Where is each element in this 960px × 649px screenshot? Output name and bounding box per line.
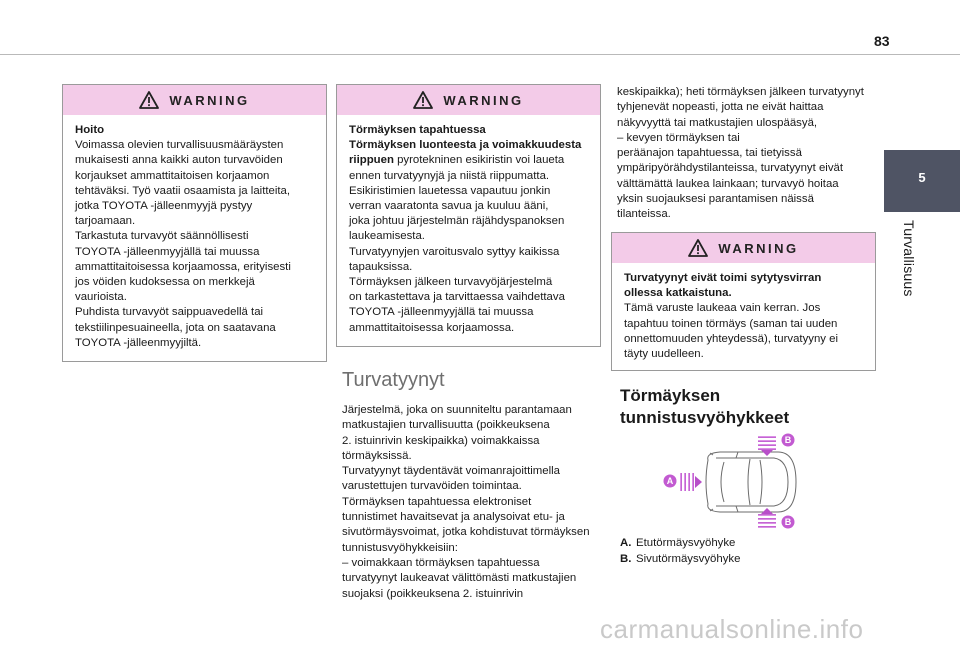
warning-line: laukeamisesta.	[349, 230, 425, 243]
legend-text: Etutörmäysvyöhyke	[636, 537, 736, 549]
warning-line: onnettomuuden yhteydessä), turvatyyny ei	[624, 332, 839, 345]
warning-title: WARNING	[169, 92, 250, 108]
warning-line: tehtäväksi. Työ vaatii osaamista ja laitteita,	[75, 184, 291, 197]
warning-heading: ollessa katkaistuna.	[624, 287, 732, 300]
warning-body	[337, 115, 600, 344]
warning-box-collision	[336, 84, 601, 347]
body-line: tilanteissa.	[617, 208, 671, 221]
zone-a-marker	[664, 473, 703, 491]
warning-line: tekstiilinpesuaineella, jota on saatavana	[75, 321, 276, 334]
warning-line: Voimassa olevien turvallisuusmääräysten	[75, 139, 284, 152]
collision-zones-diagram	[650, 432, 810, 532]
body-line: välttämättä laukea lainkaan; turvavyö hoitaa	[617, 177, 839, 190]
warning-header	[63, 85, 326, 115]
warning-title: WARNING	[718, 240, 799, 256]
warning-line: verran vaaratonta savua ja kuuluu ääni,	[349, 200, 549, 213]
warning-line: tarjoamaan.	[75, 215, 136, 228]
body-line: peräänajon tapahtuessa, tai tietyissä	[617, 147, 802, 160]
warning-box-maintenance	[62, 84, 327, 362]
body-line: matkustajien turvallisuutta (poikkeuksena	[342, 419, 550, 432]
page-number: 83	[874, 33, 890, 49]
body-line: Törmäyksen tapahtuessa elektroniset	[342, 495, 532, 508]
svg-text:B: B	[784, 517, 792, 528]
body-line: sivutörmäysvoimat, jotka kohdistuvat törmäyksen	[342, 526, 590, 539]
warning-header	[337, 85, 600, 115]
body-line: Turvatyynyt täydentävät voimanrajoittimella	[342, 465, 560, 478]
body-line: turvatyynyt laukeavat välittömästi matkustajien	[342, 572, 577, 585]
body-line: ympäripyörähdystilanteissa, turvatyynyt eivät	[617, 162, 844, 175]
legend-item	[620, 536, 740, 552]
warning-header	[612, 233, 875, 263]
body-line: tunnistusvyöhykkeisiin:	[342, 541, 458, 554]
warning-line: jos vöiden kudoksessa on merkkejä	[75, 276, 255, 289]
warning-line: joka johtuu järjestelmän räjähdyspanoksen	[349, 215, 565, 228]
top-rule	[0, 54, 960, 55]
warning-line: TOYOTA -jälleenmyyjällä tai muussa	[75, 245, 260, 258]
warning-line: TOYOTA -jälleenmyyjällä tai muussa	[349, 306, 534, 319]
warning-line: Törmäyksen jälkeen turvavyöjärjestelmä	[349, 276, 553, 289]
warning-line: Esikiristimien lauetessa vapautuu jonkin	[349, 184, 551, 197]
legend-key: A.	[620, 537, 632, 549]
warning-heading: Turvatyynyt eivät toimi sytytysvirran	[624, 272, 822, 284]
warning-line: tapahtuu toinen törmäys (saman tai uuden	[624, 317, 838, 330]
zones-legend	[620, 536, 740, 567]
warning-line: riippuen pyrotekninen esikiristin voi laueta	[349, 154, 565, 167]
body-line: – kevyen törmäyksen tai	[617, 131, 740, 144]
warning-line: jotka TOYOTA -jälleenmyyjä pystyy	[75, 200, 253, 213]
body-line: yksin suojauksesi parantamisen näissä	[617, 193, 814, 206]
body-line: 2. istuinrivin keskipaikka) voimakkaissa	[342, 434, 540, 447]
warning-line: tapauksissa.	[349, 260, 413, 273]
warning-line: on tarkastettava ja tarvittaessa vaihdettava	[349, 291, 565, 304]
warning-line: Tarkastuta turvavyöt säännöllisesti	[75, 230, 249, 243]
airbags-text	[342, 403, 612, 602]
body-line: varustettujen turvavöiden toimintaa.	[342, 480, 522, 493]
watermark: carmanualsonline.info	[600, 614, 864, 644]
warning-triangle-icon	[688, 239, 708, 257]
warning-line: korjaukset ammattitaitoisen korjaamon	[75, 169, 270, 182]
body-line: tunnistimet havaitsevat ja analysoivat etu- ja	[342, 511, 565, 524]
body-line: tyhjenevät nopeasti, jotta ne eivät haittaa	[617, 101, 824, 114]
body-line: Järjestelmä, joka on suunniteltu parantamaan	[342, 404, 572, 416]
warning-line: TOYOTA -jälleenmyyjiltä.	[75, 336, 202, 349]
svg-text:A: A	[666, 476, 674, 487]
body-line: näkyvyyttä tai matkustajien ulospääsyä,	[617, 116, 818, 129]
body-line: suojaksi (poikkeuksena 2. istuinrivin	[342, 587, 524, 600]
warning-triangle-icon	[413, 91, 433, 109]
svg-text:B: B	[784, 435, 792, 446]
warning-line: vaurioista.	[75, 291, 127, 304]
body-line: törmäyksissä.	[342, 449, 412, 462]
warning-line: ammattitaitoisessa korjaamossa, erityisesti	[75, 260, 291, 273]
warning-line: täyty uudelleen.	[624, 348, 704, 361]
legend-text: Sivutörmäysvyöhyke	[636, 552, 741, 565]
warning-line: Tämä varuste laukeaa vain kerran. Jos	[624, 302, 821, 315]
warning-heading: Törmäyksen luonteesta ja voimakkuudesta	[349, 139, 582, 152]
warning-body	[63, 115, 326, 359]
body-line: keskipaikka); heti törmäyksen jälkeen turvatyynyt	[617, 86, 864, 98]
section-title-airbags: Turvatyynyt	[342, 369, 445, 391]
legend-key: B.	[620, 552, 632, 565]
warning-line: Turvatyynyjen varoitusvalo syttyy kaikissa	[349, 245, 560, 258]
warning-line: Hoito	[75, 124, 105, 136]
warning-line: mukaisesti anna kaikki auton turvavöiden	[75, 154, 283, 167]
warning-line: ennen turvatyynyjä ja niistä riippumatta.	[349, 169, 550, 182]
body-line: – voimakkaan törmäyksen tapahtuessa	[342, 556, 540, 569]
car-top-view	[706, 452, 796, 512]
warning-box-ignition	[611, 232, 876, 371]
warning-body	[612, 263, 875, 370]
detection-title: Törmäyksen tunnistusvyöhykkeet	[620, 386, 790, 427]
warning-line: ammattitaitoisessa korjaamossa.	[349, 321, 515, 334]
warning-title: WARNING	[443, 92, 524, 108]
chapter-tab[interactable]	[884, 150, 960, 212]
warning-triangle-icon	[139, 91, 159, 109]
chapter-title: Turvallisuus	[901, 220, 917, 297]
warning-heading: Törmäyksen tapahtuessa	[349, 124, 486, 136]
right-column-text	[617, 85, 882, 223]
chapter-number: 5	[918, 170, 926, 185]
legend-item	[620, 552, 740, 568]
warning-line: Puhdista turvavyöt saippuavedellä tai	[75, 306, 264, 319]
